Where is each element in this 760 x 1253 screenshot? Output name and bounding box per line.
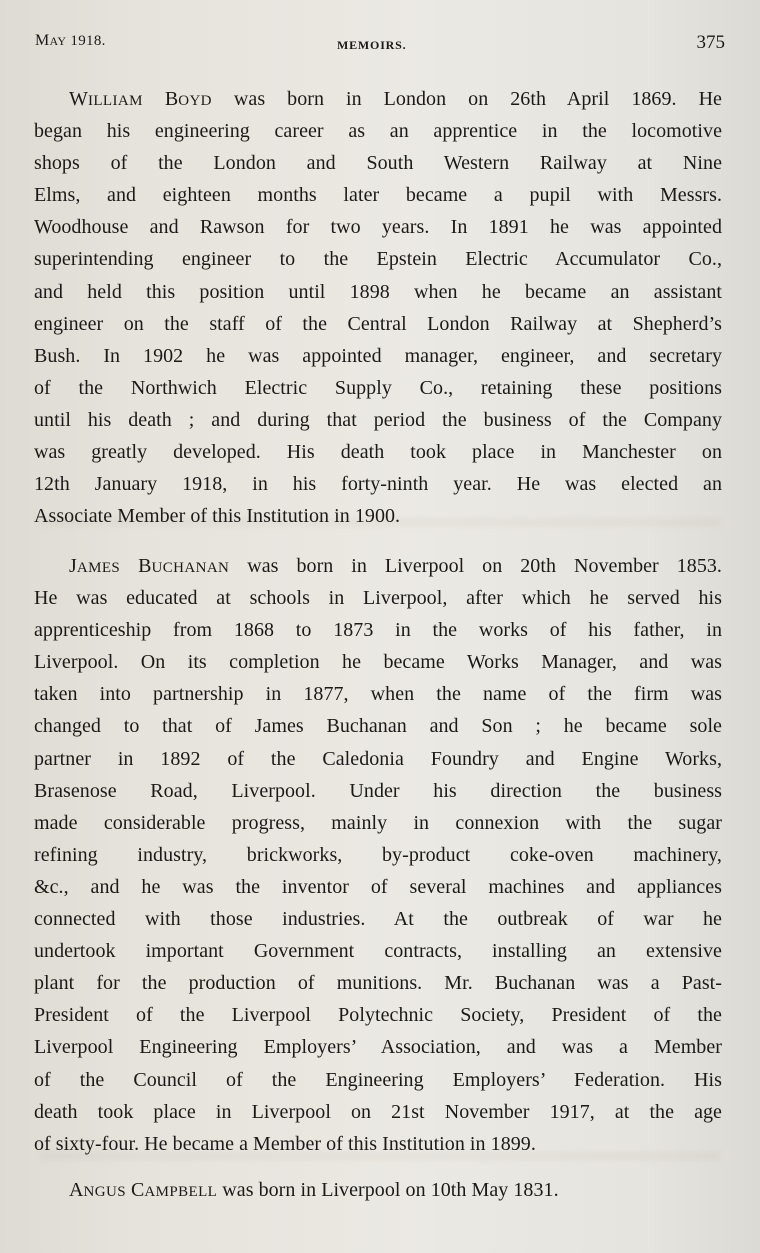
memoir-line: changed to that of James Buchanan and Son ; he became sole	[34, 715, 722, 738]
memoir-line: engineer on the staff of the Central London Railway at Shepherd’s	[34, 312, 722, 335]
memoir-line: undertook important Government contracts, installing an extensive	[34, 940, 722, 963]
memoir-line: refining industry, brickworks, by-product coke-oven machinery,	[34, 843, 722, 866]
memoir-line: of sixty-four. He became a Member of this Institution in 1899.	[34, 1132, 536, 1155]
memoir-subject-name: WILLIAM BOYD	[69, 88, 212, 110]
memoir-line: 12th January 1918, in his forty-ninth year. He was elected an	[34, 473, 722, 496]
memoir-line: began his engineering career as an apprentice in the locomotive	[34, 120, 722, 143]
running-head-title: MEMOIRS.	[337, 38, 407, 52]
running-head	[35, 30, 725, 60]
memoir-angus-campbell	[34, 1174, 722, 1206]
memoir-subject-name: ANGUS CAMPBELL	[69, 1179, 218, 1201]
memoir-james-buchanan	[34, 550, 722, 1160]
memoir-line: of the Council of the Engineering Employers’ Federation. His	[34, 1068, 722, 1091]
memoir-line: He was educated at schools in Liverpool, after which he served his	[34, 587, 722, 610]
memoir-line: &c., and he was the inventor of several machines and appliances	[34, 875, 722, 898]
memoir-line: was greatly developed. His death took place in Manchester on	[34, 441, 722, 464]
memoir-line: of the Northwich Electric Supply Co., retaining these positions	[34, 376, 722, 399]
memoir-william-boyd	[34, 83, 722, 532]
memoir-line: Associate Member of this Institution in 1900.	[34, 505, 401, 528]
memoir-line: and held this position until 1898 when he became an assistant	[34, 280, 722, 303]
memoir-line: shops of the London and South Western Railway at Nine	[34, 152, 722, 175]
memoir-line: taken into partnership in 1877, when the name of the firm was	[34, 683, 722, 706]
memoir-line: plant for the production of munitions. Mr. Buchanan was a Past-	[34, 972, 722, 995]
memoir-line: Liverpool Engineering Employers’ Association, and was a Member	[34, 1036, 722, 1059]
running-head-date: MAY 1918.	[35, 32, 106, 49]
memoir-line: ANGUS CAMPBELL was born in Liverpool on 10th May 1831.	[69, 1179, 559, 1201]
page-number: 375	[696, 32, 725, 53]
memoir-line: Woodhouse and Rawson for two years. In 1891 he was appointed	[34, 216, 722, 239]
memoir-line: until his death ; and during that period the business of the Company	[34, 408, 722, 431]
memoir-line: Bush. In 1902 he was appointed manager, engineer, and secretary	[34, 344, 722, 367]
memoir-line: JAMES BUCHANAN was born in Liverpool on 20th November 1853.	[69, 555, 722, 577]
memoir-line: Brasenose Road, Liverpool. Under his direction the business	[34, 779, 722, 802]
memoir-line: President of the Liverpool Polytechnic Society, President of the	[34, 1004, 722, 1027]
memoir-line: connected with those industries. At the outbreak of war he	[34, 908, 722, 931]
memoir-line: Liverpool. On its completion he became Works Manager, and was	[34, 651, 722, 674]
memoir-line: Elms, and eighteen months later became a pupil with Messrs.	[34, 184, 722, 207]
memoir-subject-name: JAMES BUCHANAN	[69, 555, 230, 577]
memoir-line: partner in 1892 of the Caledonia Foundry and Engine Works,	[34, 747, 722, 770]
memoir-line: made considerable progress, mainly in connexion with the sugar	[34, 811, 722, 834]
memoir-line: apprenticeship from 1868 to 1873 in the works of his father, in	[34, 619, 722, 642]
memoir-line: superintending engineer to the Epstein Electric Accumulator Co.,	[34, 248, 722, 271]
memoir-line: death took place in Liverpool on 21st November 1917, at the age	[34, 1100, 722, 1123]
memoir-line: WILLIAM BOYD was born in London on 26th April 1869. He	[69, 88, 722, 110]
